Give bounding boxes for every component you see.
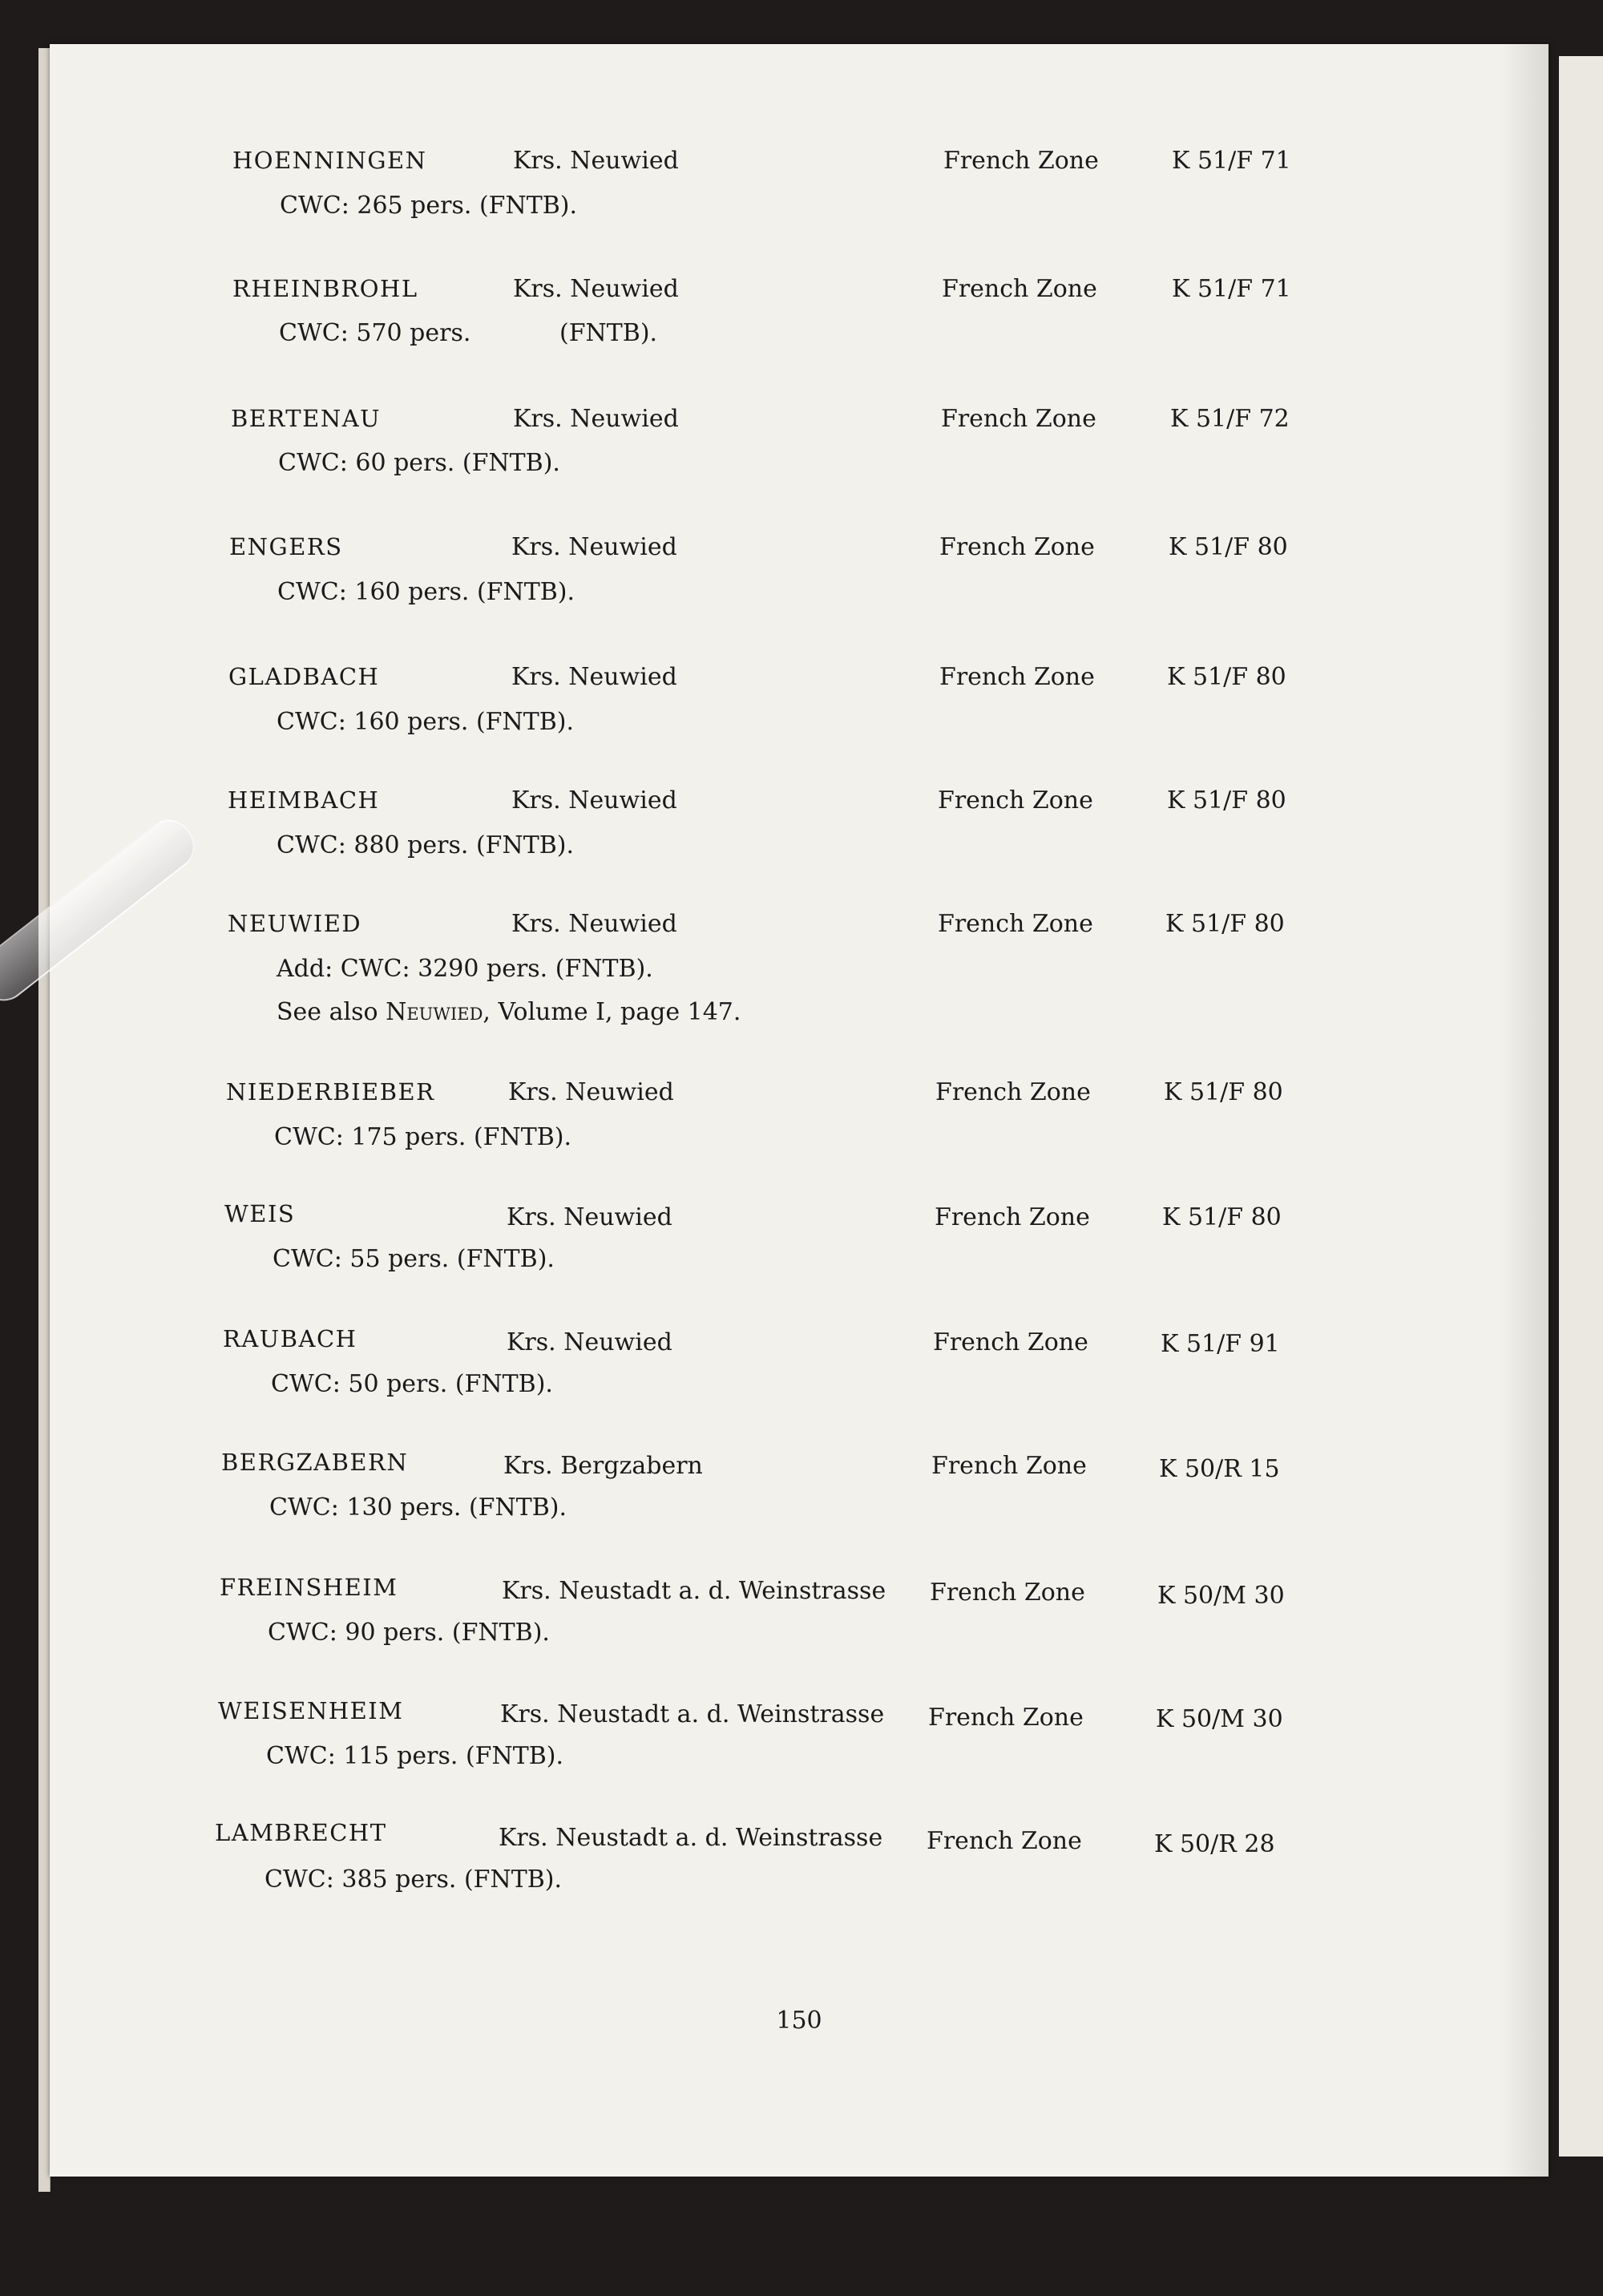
zone: French Zone bbox=[941, 405, 1096, 433]
cwc-line: CWC: 160 pers. (FNTB). bbox=[277, 578, 575, 606]
zone: French Zone bbox=[933, 1328, 1088, 1356]
cwc-line: CWC: 90 pers. (FNTB). bbox=[268, 1619, 550, 1647]
zone: French Zone bbox=[943, 147, 1099, 175]
entry-weis bbox=[50, 1200, 1548, 1296]
document-page bbox=[50, 44, 1548, 2177]
district: Krs. Neuwied bbox=[511, 663, 677, 691]
place-name: NIEDERBIEBER bbox=[226, 1078, 435, 1106]
map-reference: K 51/F 80 bbox=[1162, 1203, 1282, 1231]
zone: French Zone bbox=[927, 1827, 1082, 1855]
zone: French Zone bbox=[942, 275, 1097, 303]
map-reference: K 51/F 80 bbox=[1167, 663, 1286, 691]
zone: French Zone bbox=[938, 786, 1093, 815]
zone: French Zone bbox=[938, 910, 1093, 938]
entry-bertenau bbox=[50, 405, 1548, 501]
entry-heimbach bbox=[50, 786, 1548, 883]
entry-bergzabern bbox=[50, 1449, 1548, 1545]
entry-rheinbrohl bbox=[50, 275, 1548, 371]
place-name: NEUWIED bbox=[228, 910, 362, 937]
map-reference: K 51/F 80 bbox=[1167, 786, 1286, 815]
district: Krs. Neuwied bbox=[507, 1203, 672, 1231]
entry-lambrecht bbox=[50, 1819, 1548, 1915]
map-reference: K 51/F 71 bbox=[1172, 147, 1291, 175]
see-also-line bbox=[277, 998, 741, 1026]
cwc-line: CWC: 115 pers. (FNTB). bbox=[266, 1742, 564, 1770]
zone: French Zone bbox=[928, 1704, 1084, 1732]
map-reference: K 50/M 30 bbox=[1157, 1582, 1285, 1610]
district: Krs. Neustadt a. d. Weinstrasse bbox=[502, 1577, 886, 1605]
entry-niederbieber bbox=[50, 1078, 1548, 1174]
zone: French Zone bbox=[939, 533, 1095, 561]
map-reference: K 51/F 80 bbox=[1164, 1078, 1283, 1106]
cwc-line: CWC: 570 pers. bbox=[279, 319, 471, 347]
place-name: WEIS bbox=[224, 1200, 296, 1227]
district: Krs. Neuwied bbox=[513, 405, 679, 433]
cwc-line: CWC: 60 pers. (FNTB). bbox=[278, 449, 560, 477]
place-name: BERTENAU bbox=[231, 405, 382, 432]
cwc-line: CWC: 265 pers. (FNTB). bbox=[280, 192, 578, 220]
place-name: WEISENHEIM bbox=[218, 1697, 404, 1724]
district: Krs. Neuwied bbox=[511, 533, 677, 561]
cwc-line: Add: CWC: 3290 pers. (FNTB). bbox=[277, 955, 653, 983]
district: Krs. Neuwied bbox=[511, 910, 677, 938]
entry-hoenningen bbox=[50, 147, 1548, 243]
district: Krs. Neuwied bbox=[508, 1078, 674, 1106]
see-also-place: Neuwied bbox=[386, 998, 483, 1026]
district: Krs. Neustadt a. d. Weinstrasse bbox=[499, 1824, 883, 1852]
facing-page-edge bbox=[1559, 56, 1603, 2157]
map-reference: K 51/F 71 bbox=[1172, 275, 1291, 303]
district: Krs. Neuwied bbox=[513, 147, 679, 175]
place-name: FREINSHEIM bbox=[220, 1574, 398, 1601]
district: Krs. Neuwied bbox=[513, 275, 679, 303]
zone: French Zone bbox=[930, 1578, 1085, 1607]
cwc-line: CWC: 160 pers. (FNTB). bbox=[277, 708, 575, 736]
cwc-line: CWC: 130 pers. (FNTB). bbox=[269, 1494, 567, 1522]
map-reference: K 51/F 72 bbox=[1170, 405, 1290, 433]
place-name: ENGERS bbox=[229, 533, 343, 560]
cwc-line: CWC: 385 pers. (FNTB). bbox=[264, 1866, 563, 1894]
cwc-line: CWC: 55 pers. (FNTB). bbox=[273, 1245, 555, 1273]
district: Krs. Neuwied bbox=[511, 786, 677, 815]
entry-weisenheim bbox=[50, 1697, 1548, 1793]
place-name: RHEINBROHL bbox=[232, 275, 418, 302]
entry-raubach bbox=[50, 1325, 1548, 1421]
cwc-line: CWC: 50 pers. (FNTB). bbox=[271, 1370, 553, 1398]
zone: French Zone bbox=[935, 1078, 1091, 1106]
map-reference: K 50/R 28 bbox=[1154, 1830, 1275, 1858]
page-number: 150 bbox=[776, 2007, 822, 2035]
entry-engers bbox=[50, 533, 1548, 629]
district: Krs. Neuwied bbox=[507, 1328, 672, 1356]
zone: French Zone bbox=[931, 1452, 1087, 1480]
map-reference: K 51/F 91 bbox=[1161, 1330, 1280, 1358]
entry-gladbach bbox=[50, 663, 1548, 759]
map-reference: K 51/F 80 bbox=[1169, 533, 1288, 561]
place-name: GLADBACH bbox=[228, 663, 380, 690]
map-reference: K 51/F 80 bbox=[1165, 910, 1285, 938]
map-reference: K 50/R 15 bbox=[1159, 1455, 1280, 1483]
entry-neuwied bbox=[50, 910, 1548, 1046]
entry-freinsheim bbox=[50, 1574, 1548, 1670]
cwc-line: CWC: 175 pers. (FNTB). bbox=[274, 1123, 572, 1151]
district: Krs. Neustadt a. d. Weinstrasse bbox=[500, 1700, 885, 1728]
zone: French Zone bbox=[935, 1203, 1090, 1231]
cwc-source: (FNTB). bbox=[559, 319, 658, 347]
see-also-suffix: , Volume I, page 147. bbox=[483, 998, 741, 1026]
place-name: BERGZABERN bbox=[221, 1449, 409, 1476]
place-name: RAUBACH bbox=[223, 1325, 357, 1352]
place-name: HOENNINGEN bbox=[232, 147, 427, 174]
map-reference: K 50/M 30 bbox=[1156, 1705, 1283, 1733]
cwc-line: CWC: 880 pers. (FNTB). bbox=[277, 831, 575, 859]
place-name: LAMBRECHT bbox=[215, 1819, 387, 1846]
zone: French Zone bbox=[939, 663, 1095, 691]
district: Krs. Bergzabern bbox=[503, 1452, 703, 1480]
see-also-prefix: See also bbox=[277, 998, 386, 1026]
place-name: HEIMBACH bbox=[228, 786, 380, 814]
